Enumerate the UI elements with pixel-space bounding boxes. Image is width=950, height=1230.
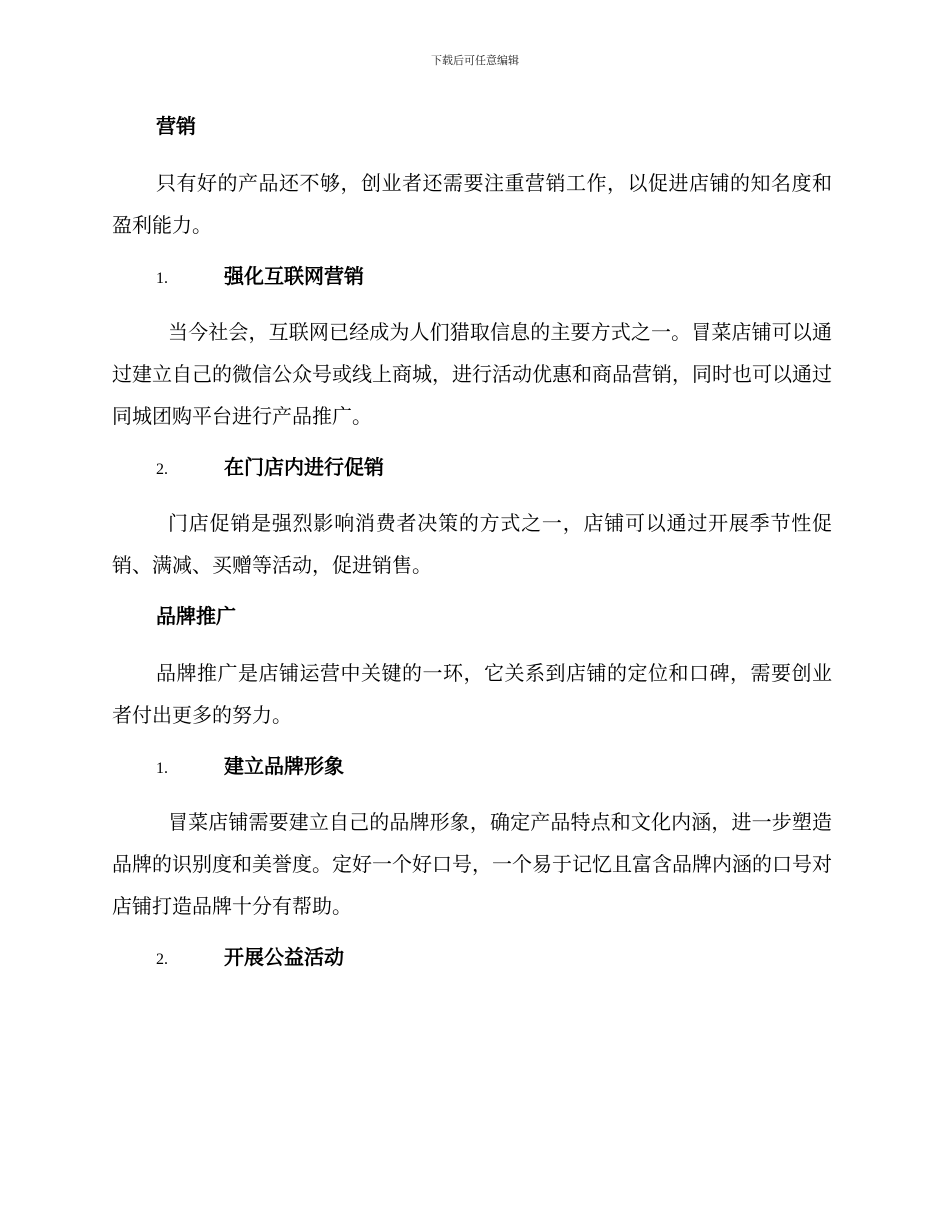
item-title: 开展公益活动 bbox=[224, 945, 344, 969]
document-body bbox=[112, 108, 832, 992]
section-intro-brand-promotion: 品牌推广是店铺运营中关键的一环，它关系到店铺的定位和口碑，需要创业者付出更多的努力。 bbox=[112, 661, 832, 727]
item-body-internet-marketing: 当今社会，互联网已经成为人们猎取信息的主要方式之一。冒菜店铺可以通过建立自己的微信公众号或线上商城，进行活动优惠和商品营销，同时也可以通过同城团购平台进行产品推广。 bbox=[112, 320, 832, 428]
numbered-heading-store-promotion bbox=[112, 449, 832, 488]
item-body-store-promotion: 门店促销是强烈影响消费者决策的方式之一，店铺可以通过开展季节性促销、满减、买赠等活动，促进销售。 bbox=[112, 511, 832, 577]
item-number: 1. bbox=[156, 270, 168, 287]
numbered-heading-brand-image bbox=[112, 748, 832, 787]
item-number: 2. bbox=[156, 951, 168, 968]
item-number: 2. bbox=[156, 461, 168, 478]
page-header: 下载后可任意编辑 bbox=[431, 54, 519, 67]
item-title: 强化互联网营销 bbox=[224, 264, 364, 288]
section-heading-brand-promotion: 品牌推广 bbox=[156, 604, 236, 628]
item-title: 建立品牌形象 bbox=[224, 754, 344, 778]
section-heading-marketing: 营销 bbox=[156, 114, 196, 138]
item-title: 在门店内进行促销 bbox=[224, 455, 384, 479]
item-body-brand-image: 冒菜店铺需要建立自己的品牌形象，确定产品特点和文化内涵，进一步塑造品牌的识别度和美誉度。定好一个好口号，一个易于记忆且富含品牌内涵的口号对店铺打造品牌十分有帮助。 bbox=[112, 810, 832, 918]
numbered-heading-public-welfare bbox=[112, 939, 832, 978]
numbered-heading-internet-marketing bbox=[112, 258, 832, 297]
section-intro-marketing: 只有好的产品还不够，创业者还需要注重营销工作，以促进店铺的知名度和盈利能力。 bbox=[112, 171, 832, 237]
item-number: 1. bbox=[156, 760, 168, 777]
